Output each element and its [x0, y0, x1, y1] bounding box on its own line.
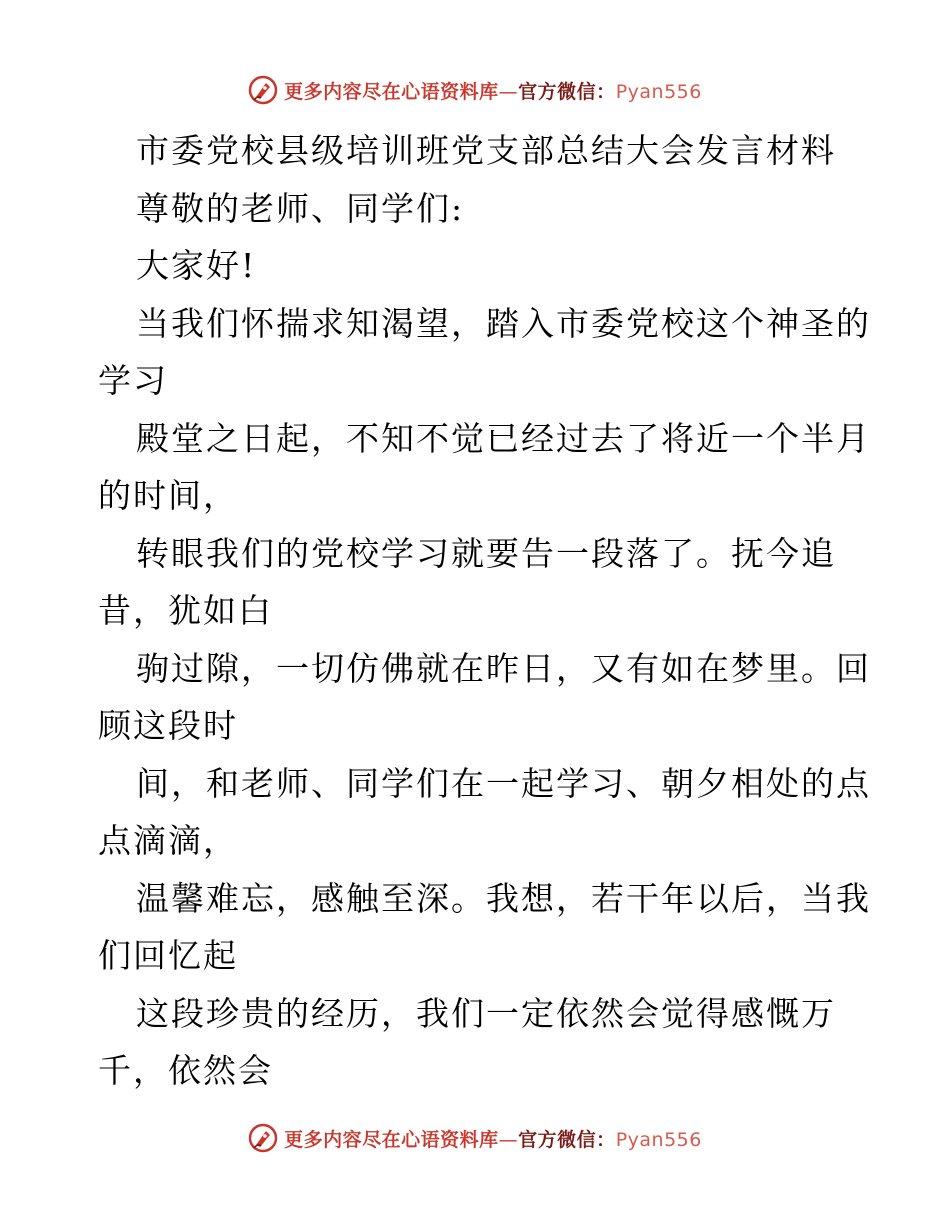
footer-watermark — [0, 1120, 950, 1156]
document-title: 市委党校县级培训班党支部总结大会发言材料 — [136, 131, 836, 170]
text-line: 顾这段时 — [98, 706, 238, 745]
text-line: 千，依然会 — [98, 1051, 273, 1090]
text-line: 昔，犹如白 — [98, 591, 273, 630]
text-line: 的时间， — [98, 476, 238, 515]
text-line: 温馨难忘，感触至深。我想，若干年以后，当我 — [136, 878, 871, 918]
text-line: 殿堂之日起，不知不觉已经过去了将近一个半月 — [136, 418, 871, 458]
watermark-main-text: 更多内容尽在心语资料库 — [284, 80, 499, 103]
watermark-main-text: 更多内容尽在心语资料库 — [284, 1128, 499, 1151]
watermark-wechat-id: Pyan556 — [615, 80, 702, 103]
watermark-text — [284, 77, 702, 104]
text-line: 们回忆起 — [98, 936, 238, 975]
watermark-official-label: 官方微信： — [518, 80, 616, 103]
text-line: 学习 — [98, 361, 168, 400]
header-watermark — [0, 72, 950, 108]
watermark-official-label: 官方微信： — [518, 1128, 616, 1151]
text-line: 点滴滴， — [98, 821, 238, 860]
text-line: 驹过隙，一切仿佛就在昨日，又有如在梦里。回 — [136, 648, 871, 688]
text-line: 当我们怀揣求知渴望，踏入市委党校这个神圣的 — [136, 303, 871, 343]
pen-nib-logo-icon — [248, 75, 278, 105]
watermark-wechat-id: Pyan556 — [615, 1128, 702, 1151]
text-line: 间，和老师、同学们在一起学习、朝夕相处的点 — [136, 763, 871, 803]
greeting: 大家好! — [136, 246, 257, 285]
salutation: 尊敬的老师、同学们: — [136, 188, 465, 228]
text-line: 这段珍贵的经历，我们一定依然会觉得感慨万 — [136, 993, 836, 1033]
watermark-dash: — — [498, 1128, 519, 1151]
text-line: 转眼我们的党校学习就要告一段落了。抚今追 — [136, 533, 836, 573]
document-body — [98, 122, 871, 1100]
pen-nib-logo-icon — [248, 1123, 278, 1153]
watermark-dash: — — [498, 80, 519, 103]
watermark-text — [284, 1125, 702, 1152]
